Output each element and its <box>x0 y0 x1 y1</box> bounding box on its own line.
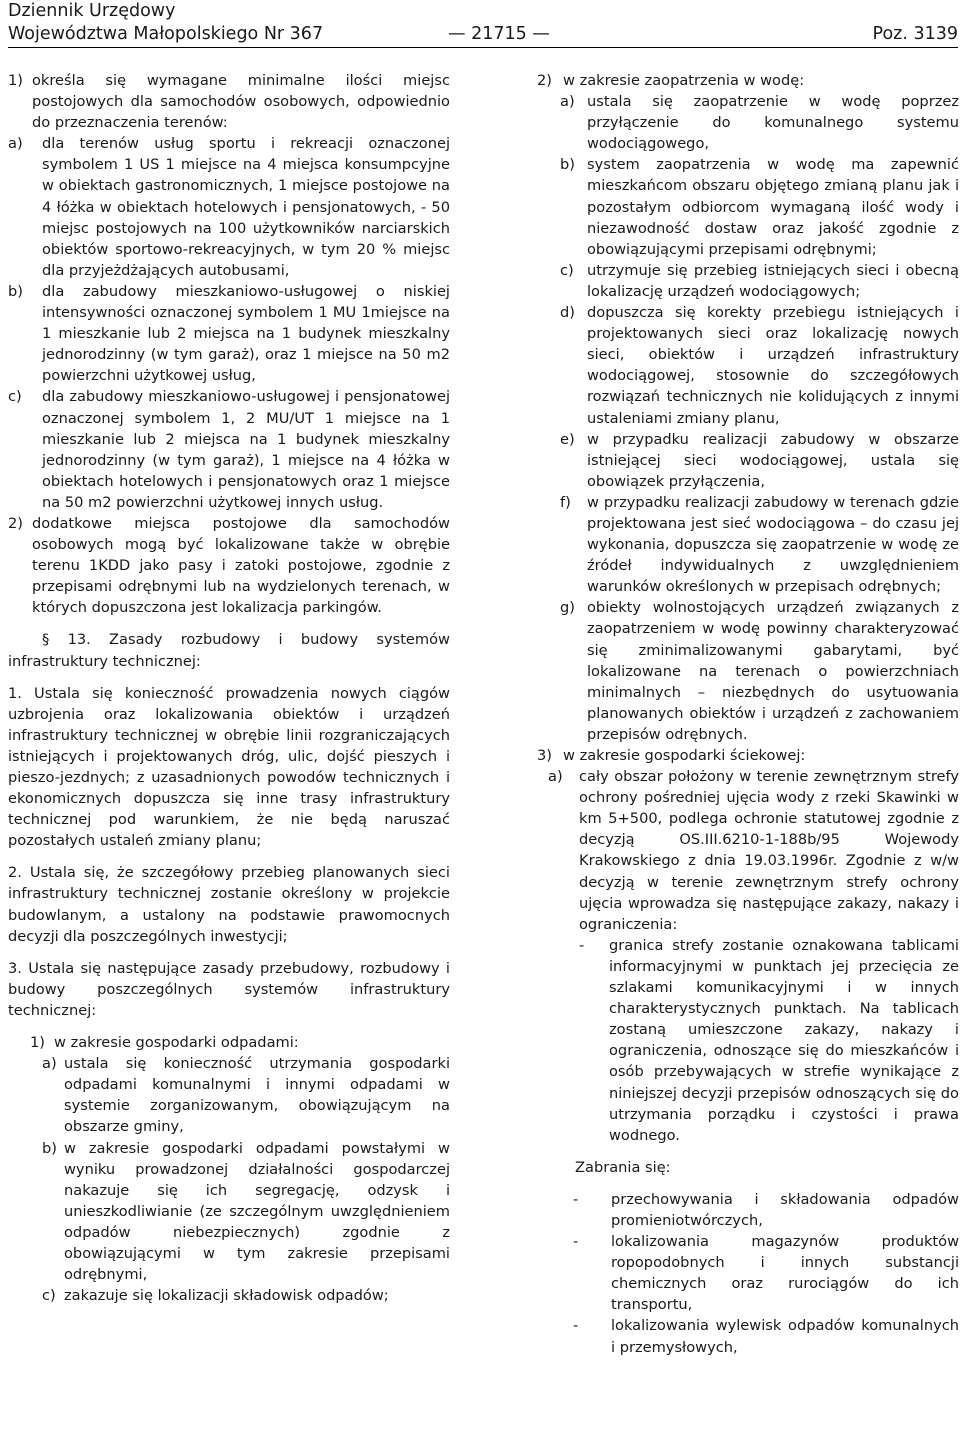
item-text: w zakresie gospodarki ściekowej: <box>563 747 806 764</box>
item-text: określa się wymagane minimalne ilości miejsc postojowych dla samochodów osobowych, odpowiednio do przeznaczenia terenów: <box>32 72 450 132</box>
section-heading: § 13. Zasady rozbudowy i budowy systemów infrastruktury technicznej: <box>8 631 450 670</box>
sub-item <box>8 1138 450 1286</box>
dash-marker: - <box>573 1233 579 1251</box>
sub-item-text: w przypadku realizacji zabudowy w terenach gdzie projektowana jest sieć wodociągowa – do czasu jej wykonania, dopuszcza się zaopatrzenie w wodę ze źródeł indywidualnych z uwzględnieniem warunków określonych w przepisach odrębnych; <box>587 493 959 596</box>
sub-item-text: dla zabudowy mieszkaniowo-usługowej o niskiej intensywności oznaczonej symbolem 1 MU 1miejsce na 1 mieszkanie lub 2 miejsca na 1 budynek mieszkalny jednorodzinny (w tym garaż), oraz 1 miejsce na 50 m2 powierzchni użytkowej usług, <box>42 282 450 385</box>
sub-item-text: w zakresie gospodarki odpadami powstałymi w wyniku prowadzonej działalności gospodarczej nakazuje się ich segregację, odzysk i unieszkodliwianie (ze szczególnym uwzględnieniem odpadów niebezpiecznych) zgodnie z obowiązującymi w tym zakresie przepisami odrębnymi, <box>64 1139 450 1284</box>
sub-item-label: b) <box>8 282 23 300</box>
sub-item-text: obiekty wolnostojących urządzeń związanych z zaopatrzeniem w wodę powinny charakteryzować się zminimalizowanymi gabarytami, być lokalizowane na terenach o powierzchniach minimalnych – niezbędnych do usytuowania planowanych obiektów i urządzeń z zachowaniem przepisów odrębnych. <box>587 599 959 743</box>
header-divider <box>8 47 958 48</box>
sub-item-label: a) <box>8 135 23 153</box>
sub-item-label: d) <box>560 304 575 322</box>
sub-item-label: b) <box>560 156 575 174</box>
sub-item <box>527 302 959 429</box>
sub-item <box>527 260 959 302</box>
sub-item-label: a) <box>42 1055 57 1073</box>
sub-item-label: a) <box>548 768 563 786</box>
dash-item-text: granica strefy zostanie oznakowana tablicami informacyjnymi w punktach jej przecięcia ze szlakami komunikacyjnymi i w innych charakterystycznych punktach. Na tablicach zostaną umieszczone zakazy, nakazy i ograniczenia, odnoszące się do mieszkańców i osób przebywających w strefie wynikające z niniejszej decyzji przepisów odnoszących się do utrzymania porządku i czystości i prawa wodnego. <box>609 936 959 1144</box>
sub-item <box>527 597 959 745</box>
sub-item <box>527 766 959 935</box>
sub-item-text: dla zabudowy mieszkaniowo-usługowej i pensjonatowej oznaczonej symbolem 1, 2 MU/UT 1 miejsce na 1 mieszkanie lub 2 miejsca na 1 budynek mieszkalny jednorodzinny (w tym garaż), 1 miejsce na 4 łóżka w obiektach hotelowych i pensjonatowych oraz 1 miejsce na 50 m2 powierzchni użytkowej innych usług. <box>42 388 450 511</box>
sub-item-text: system zaopatrzenia w wodę ma zapewnić mieszkańcom obszaru objętego zmianą planu jak i pozostałym odbiorcom wymaganą ilość wody i niezawodność dostaw oraz jakość zgodnie z obowiązującymi przepisami odrębnymi; <box>587 156 959 258</box>
header-row <box>8 23 958 47</box>
sub-item <box>8 281 450 386</box>
item-label: 1) <box>30 1034 45 1052</box>
dash-item <box>527 1189 959 1231</box>
list-item <box>8 70 450 133</box>
right-column <box>527 70 959 1358</box>
sub-item-text: w przypadku realizacji zabudowy w obszarze istniejącej sieci wodociągowej, ustala się obowiązek przyłączenia, <box>587 430 959 490</box>
sub-item-text: dla terenów usług sportu i rekreacji oznaczonej symbolem 1 US 1 miejsce na 4 miejsca konsumpcyjne w obiektach gastronomicznych, 1 miejsce postojowe na 4 łóżka w obiektach hotelowych i pensjonatowych, - 50 miejsc postojowych na 100 użytkowników narciarskich obiektów sportowo-rekreacyjnych, w tym 20 % miejsc dla przyjeżdżających autobusami, <box>42 135 450 279</box>
item-label: 2) <box>8 514 23 532</box>
dash-item-text: przechowywania i składowania odpadów promieniotwórczych, <box>611 1190 959 1229</box>
sub-item <box>527 429 959 492</box>
sub-item-label: c) <box>8 388 22 406</box>
dash-item <box>527 1315 959 1357</box>
journal-issue: Województwa Małopolskiego Nr 367 <box>8 24 324 44</box>
sub-item-text: utrzymuje się przebieg istniejących sieci i obecną lokalizację urządzeń wodociągowych; <box>587 261 959 300</box>
list-item <box>8 513 450 618</box>
dash-marker: - <box>579 936 585 954</box>
sub-item-text: cały obszar położony w terenie zewnętrznym strefy ochrony pośredniej ujęcia wody z rzeki Skawinki w km 5+500, podlega ochronie statutowej zgodnie z decyzją OS.III.6210-1-188b/95 Wojewody Krakowskiego z dnia 19.03.1996r. Zgodnie z w/w decyzją w terenie zewnętrznym strefy ochrony ujęcia wprowadza się następujące zakazy, nakazy i ograniczenia: <box>579 768 959 933</box>
sub-item <box>527 154 959 259</box>
paragraph: 2. Ustala się, że szczegółowy przebieg planowanych sieci infrastruktury technicznej zostanie określony w projekcie budowlanym, a ustalony na podstawie prawomocnych decyzji dla poszczególnych inwestycji; <box>8 864 450 945</box>
item-text: w zakresie gospodarki odpadami: <box>54 1034 299 1052</box>
dash-item-text: lokalizowania magazynów produktów ropopodobnych i innych substancji chemicznych oraz rurociągów do ich transportu, <box>611 1233 959 1314</box>
dash-marker: - <box>573 1317 579 1335</box>
sub-item <box>8 133 450 281</box>
sub-item-label: c) <box>42 1287 56 1305</box>
position-number: Poz. 3139 <box>872 24 958 44</box>
paragraph: 1. Ustala się konieczność prowadzenia nowych ciągów uzbrojenia oraz lokalizowania obiektów i urządzeń infrastruktury technicznej w obrębie linii rozgraniczających istniejących i projektowanych dróg, ulic, dojść pieszych i pieszo-jezdnych; z uzasadnionych powodów technicznych i ekonomicznych dopuszcza się inne trasy infrastruktury technicznej pod warunkiem, że nie będą naruszać pozostałych ustaleń zmiany planu; <box>8 684 450 850</box>
sub-item <box>527 492 959 597</box>
item-label: 3) <box>537 747 552 764</box>
dash-marker: - <box>573 1190 579 1208</box>
list-item <box>527 70 959 91</box>
sub-item-label: c) <box>560 261 574 279</box>
sub-item <box>8 1053 450 1137</box>
sub-item <box>8 386 450 513</box>
sub-item-label: a) <box>560 93 575 111</box>
item-label: 2) <box>537 72 552 89</box>
sub-item-text: zakazuje się lokalizacji składowisk odpadów; <box>64 1287 389 1305</box>
page-header <box>8 0 958 47</box>
sub-item-text: dopuszcza się korekty przebiegu istniejących i projektowanych sieci oraz lokalizację nowych sieci, obiektów i urządzeń infrastruktury wodociągowej, stosownie do szczegółowych rozwiązań technicznych nie kolidujących z innymi ustaleniami zmiany planu, <box>587 304 959 427</box>
sub-item-text: ustala się zaopatrzenie w wodę poprzez przyłączenie do komunalnego systemu wodociągowego, <box>587 93 959 153</box>
item-text: dodatkowe miejsca postojowe dla samochodów osobowych mogą być lokalizowane także w obrębie terenu 1KDD jako pasy i zatoki postojowe, zgodnie z przepisami odrębnymi lub na wydzielonych terenach, w których dopuszczona jest lokalizacja parkingów. <box>32 514 450 617</box>
sub-item-label: g) <box>560 599 575 617</box>
sub-item-text: ustala się konieczność utrzymania gospodarki odpadami komunalnymi i innymi odpadami w systemie zorganizowanym, obowiązującym na obszarze gminy, <box>64 1055 450 1136</box>
journal-title: Dziennik Urzędowy <box>8 1 176 21</box>
list-item <box>8 1032 450 1053</box>
dash-item-text: lokalizowania wylewisk odpadów komunalnych i przemysłowych, <box>611 1317 959 1356</box>
item-label: 1) <box>8 72 23 89</box>
sub-item <box>527 91 959 154</box>
sub-item-label: b) <box>42 1139 57 1157</box>
dash-item <box>527 935 959 1146</box>
left-column <box>8 70 450 1306</box>
sub-item-label: f) <box>560 493 571 511</box>
sub-item-label: e) <box>560 430 575 448</box>
list-item <box>527 745 959 766</box>
item-text: w zakresie zaopatrzenia w wodę: <box>563 72 805 89</box>
dash-item <box>527 1231 959 1315</box>
paragraph: 3. Ustala się następujące zasady przebudowy, rozbudowy i budowy poszczególnych systemów infrastruktury technicznej: <box>8 959 450 1019</box>
sub-item <box>8 1285 450 1306</box>
prohibitions-heading: Zabrania się: <box>575 1158 671 1176</box>
page-number: — 21715 — <box>448 24 550 44</box>
